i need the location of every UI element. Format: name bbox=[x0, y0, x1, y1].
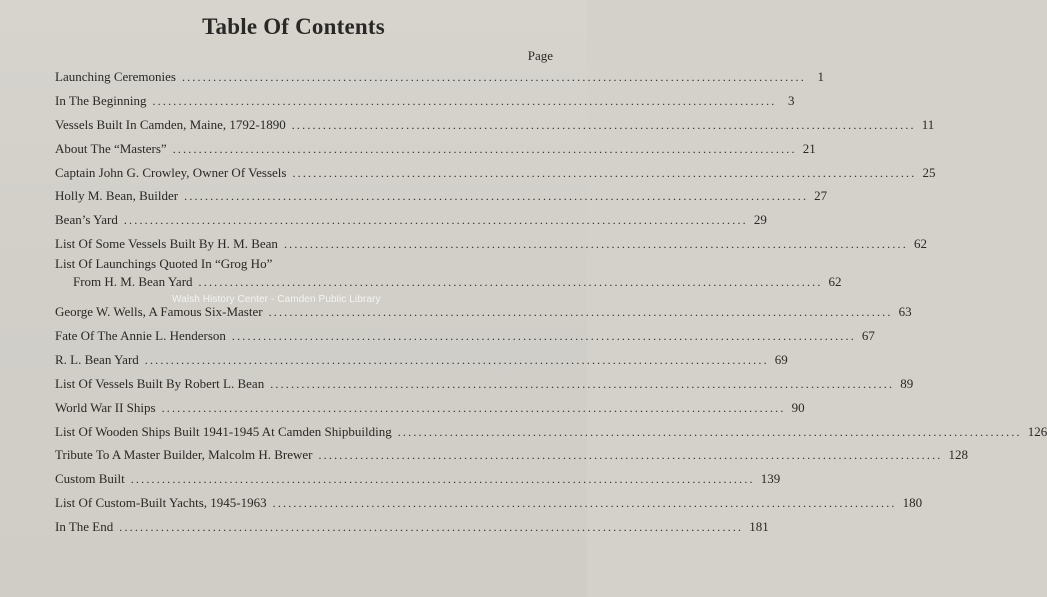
toc-entry bbox=[55, 230, 927, 252]
toc-entry-page: 89 bbox=[900, 375, 914, 391]
toc-entry-title: About The “Masters” bbox=[55, 140, 167, 156]
toc-entry-title: R. L. Bean Yard bbox=[55, 351, 139, 367]
dot-leader: ........................................................................................................................ bbox=[152, 93, 777, 108]
toc-entry bbox=[55, 441, 968, 463]
toc-entry-title: Vessels Built In Camden, Maine, 1792-1890 bbox=[55, 116, 286, 132]
toc-entry bbox=[55, 394, 805, 416]
library-watermark: Walsh History Center - Camden Public Library bbox=[172, 294, 381, 305]
page-column-header: Page bbox=[527, 48, 553, 63]
toc-entry-title: Captain John G. Crowley, Owner Of Vessels bbox=[55, 164, 287, 180]
toc-entry-page: 139 bbox=[760, 471, 781, 487]
toc-entry-page: 25 bbox=[922, 164, 936, 180]
dot-leader: ........................................................................................................................ bbox=[123, 213, 748, 228]
toc-entry-title: Fate Of The Annie L. Henderson bbox=[55, 328, 226, 344]
dot-leader: ........................................................................................................................ bbox=[318, 448, 943, 463]
toc-entry-page: 69 bbox=[774, 351, 788, 367]
dot-leader: ........................................................................................................................ bbox=[283, 237, 908, 252]
toc-entry-title: George W. Wells, A Famous Six-Master bbox=[55, 304, 263, 320]
toc-entry bbox=[55, 206, 767, 228]
toc-entry-title-line1: List Of Launchings Quoted In “Grog Ho” bbox=[55, 256, 273, 272]
toc-entry bbox=[55, 465, 781, 487]
toc-entry-page: 1 bbox=[817, 69, 824, 84]
toc-entry-page: 181 bbox=[749, 519, 769, 535]
toc-entry-page: 62 bbox=[913, 236, 927, 252]
toc-entry-title: Holly M. Bean, Builder bbox=[55, 188, 179, 204]
dot-leader: ........................................................................................................................ bbox=[291, 117, 916, 132]
toc-entry-page: 3 bbox=[787, 92, 795, 108]
toc-entry bbox=[55, 63, 824, 85]
dot-leader: ........................................................................................................................ bbox=[292, 165, 917, 180]
dot-leader: ........................................................................................................................ bbox=[130, 472, 755, 487]
toc-entry bbox=[55, 135, 816, 157]
toc-entry-page: 27 bbox=[814, 188, 828, 204]
toc-entry bbox=[55, 256, 842, 296]
toc-entry-title: Tribute To A Master Builder, Malcolm H. Brewer bbox=[55, 447, 313, 463]
toc-entry-title: Bean’s Yard bbox=[55, 212, 118, 228]
toc-entry bbox=[55, 182, 828, 204]
dot-leader: ........................................................................................................................ bbox=[270, 376, 895, 391]
toc-entry bbox=[55, 489, 923, 511]
toc-entry bbox=[55, 513, 769, 535]
dot-leader: ........................................................................................................................ bbox=[272, 496, 897, 511]
toc-entry-page: 29 bbox=[753, 212, 767, 228]
toc-entry bbox=[55, 111, 935, 133]
toc-entry bbox=[55, 322, 875, 344]
toc-entry-page: 90 bbox=[791, 399, 805, 415]
toc-entry-title-line2: From H. M. Bean Yard bbox=[73, 274, 193, 290]
toc-entry bbox=[55, 159, 936, 181]
toc-entry-title: In The End bbox=[55, 519, 114, 535]
dot-leader: ........................................................................................................................ bbox=[184, 189, 809, 204]
toc-entry-title: List Of Wooden Ships Built 1941-1945 At Camden Shipbuilding bbox=[55, 423, 392, 439]
toc-entry-page: 180 bbox=[902, 495, 923, 511]
toc-entry-title: List Of Custom-Built Yachts, 1945-1963 bbox=[55, 495, 267, 511]
dot-leader: ........................................................................................................................ bbox=[161, 400, 786, 415]
dot-leader: ........................................................................................................................ bbox=[172, 141, 797, 156]
toc-entry-title: List Of Some Vessels Built By H. M. Bean bbox=[55, 236, 278, 252]
toc-entry-title: Launching Ceremonies bbox=[55, 69, 176, 84]
toc-entry-page: 62 bbox=[828, 274, 842, 290]
page-title: Table Of Contents bbox=[202, 14, 385, 39]
dot-leader: ........................................................................................................................ bbox=[181, 70, 806, 84]
dot-leader: ........................................................................................................................ bbox=[268, 305, 893, 320]
dot-leader: ........................................................................................................................ bbox=[397, 424, 1022, 439]
toc-entry-page: 67 bbox=[861, 328, 875, 344]
toc-entry bbox=[55, 370, 914, 392]
dot-leader: ........................................................................................................................ bbox=[231, 329, 856, 344]
toc-entry-page: 21 bbox=[802, 140, 816, 156]
toc-entry-title: Custom Built bbox=[55, 471, 125, 487]
toc-entry bbox=[55, 346, 788, 368]
dot-leader: ........................................................................................................................ bbox=[119, 520, 744, 535]
toc-entry-title: List Of Vessels Built By Robert L. Bean bbox=[55, 375, 265, 391]
toc-entry-page: 126 bbox=[1027, 423, 1047, 439]
toc-entry-page: 11 bbox=[921, 116, 935, 132]
toc-entry-page: 128 bbox=[948, 447, 968, 463]
dot-leader: ........................................................................................................................ bbox=[144, 352, 769, 367]
toc-entry bbox=[55, 87, 795, 109]
dot-leader: ........................................................................................................................ bbox=[198, 275, 823, 290]
toc-entry-title: In The Beginning bbox=[55, 92, 147, 108]
toc-entry-page: 63 bbox=[898, 304, 912, 320]
toc-entry bbox=[55, 418, 1047, 440]
toc-entry-title: World War II Ships bbox=[55, 399, 156, 415]
